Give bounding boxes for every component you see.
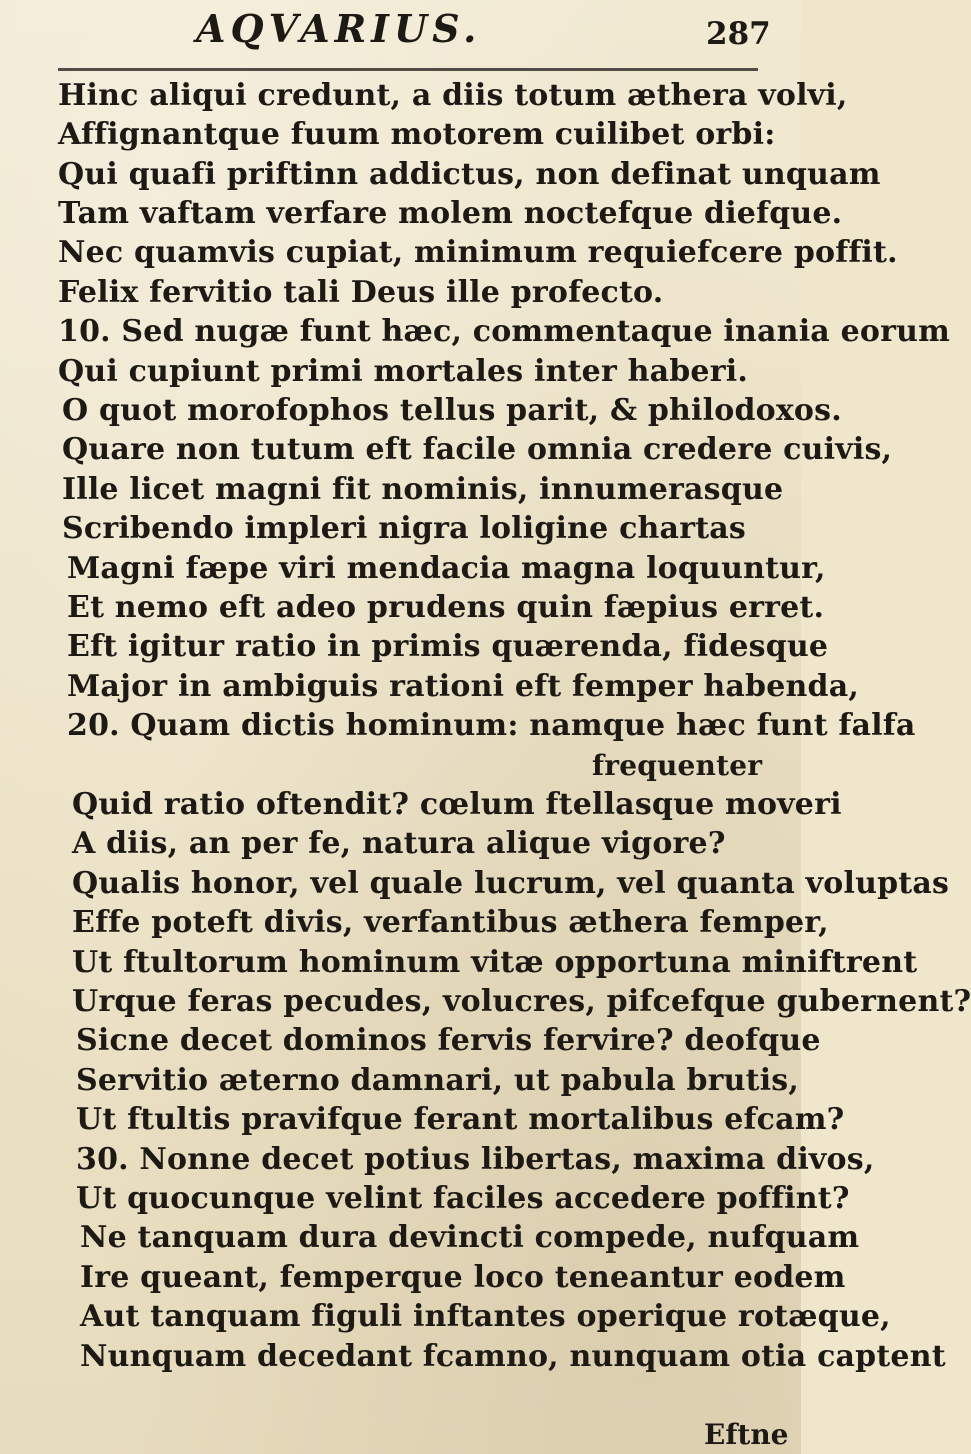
verse-line: Affignantque fuum motorem cuilibet orbi: — [58, 117, 776, 152]
verse-line: Urque feras pecudes, volucres, pifcefque gubernent? — [72, 984, 971, 1019]
verse-line: Ire queant, femperque loco teneantur eodem — [80, 1260, 846, 1295]
verse-line: Qui quafi priftinn addictus, non definat unquam — [58, 157, 881, 192]
verse-line: Ne tanquam dura devincti compede, nufquam — [80, 1220, 860, 1255]
verse-line: 30. Nonne decet potius libertas, maxima divos, — [76, 1142, 875, 1177]
page-number: 287 — [706, 16, 771, 52]
verse-line: Magni fæpe viri mendacia magna loquuntur, — [67, 551, 826, 586]
running-title: AQVARIUS. — [196, 6, 482, 51]
verse-line: A diis, an per fe, natura alique vigore? — [72, 826, 726, 861]
verse-line: Hinc aliqui credunt, a diis totum æthera volvi, — [58, 78, 848, 113]
verse-line: Servitio æterno damnari, ut pabula brutis, — [76, 1063, 800, 1098]
verse-line: Aut tanquam figuli inftantes operique rotæque, — [80, 1299, 891, 1334]
verse-line: 20. Quam dictis hominum: namque hæc funt falfa — [67, 708, 916, 743]
verse-line: Sicne decet dominos fervis fervire? deofque — [76, 1023, 821, 1058]
verse-line: Et nemo eft adeo prudens quin fæpius erret. — [67, 590, 825, 625]
header-rule — [58, 68, 758, 71]
verse-line: Ille licet magni fit nominis, innumerasque — [62, 472, 784, 507]
verse-line: Qui cupiunt primi mortales inter haberi. — [58, 354, 748, 389]
verse-line: Nec quamvis cupiat, minimum requiefcere poffit. — [58, 235, 898, 270]
verse-line: Ut ftultorum hominum vitæ opportuna miniftrent — [72, 945, 918, 980]
verse-line: Tam vaftam verfare molem noctefque diefque. — [58, 196, 843, 231]
verse-line: Nunquam decedant fcamno, nunquam otia captent — [80, 1339, 946, 1374]
catchword: Eftne — [704, 1418, 789, 1451]
verse-line: Quare non tutum eft facile omnia credere cuivis, — [62, 432, 893, 467]
verse-line: Eft igitur ratio in primis quærenda, fidesque — [67, 629, 829, 664]
verse-line: Effe poteft divis, verfantibus æthera femper, — [72, 905, 829, 940]
verse-line: Felix fervitio tali Deus ille profecto. — [58, 275, 664, 310]
verse-line: Qualis honor, vel quale lucrum, vel quanta voluptas — [72, 866, 950, 901]
verse-line: Scribendo impleri nigra loligine chartas — [62, 511, 746, 546]
verse-line-turnover: frequenter — [592, 749, 763, 782]
verse-line: 10. Sed nugæ funt hæc, commentaque inania eorum — [58, 314, 951, 349]
verse-line: Ut ftultis pravifque ferant mortalibus efcam? — [76, 1102, 845, 1137]
verse-line: Ut quocunque velint faciles accedere poffint? — [76, 1181, 850, 1216]
verse-line: Major in ambiguis rationi eft femper habenda, — [67, 669, 859, 704]
verse-line: Quid ratio oftendit? cœlum ftellasque moveri — [72, 787, 842, 822]
verse-line: O quot morofophos tellus parit, & philodoxos. — [62, 393, 842, 428]
